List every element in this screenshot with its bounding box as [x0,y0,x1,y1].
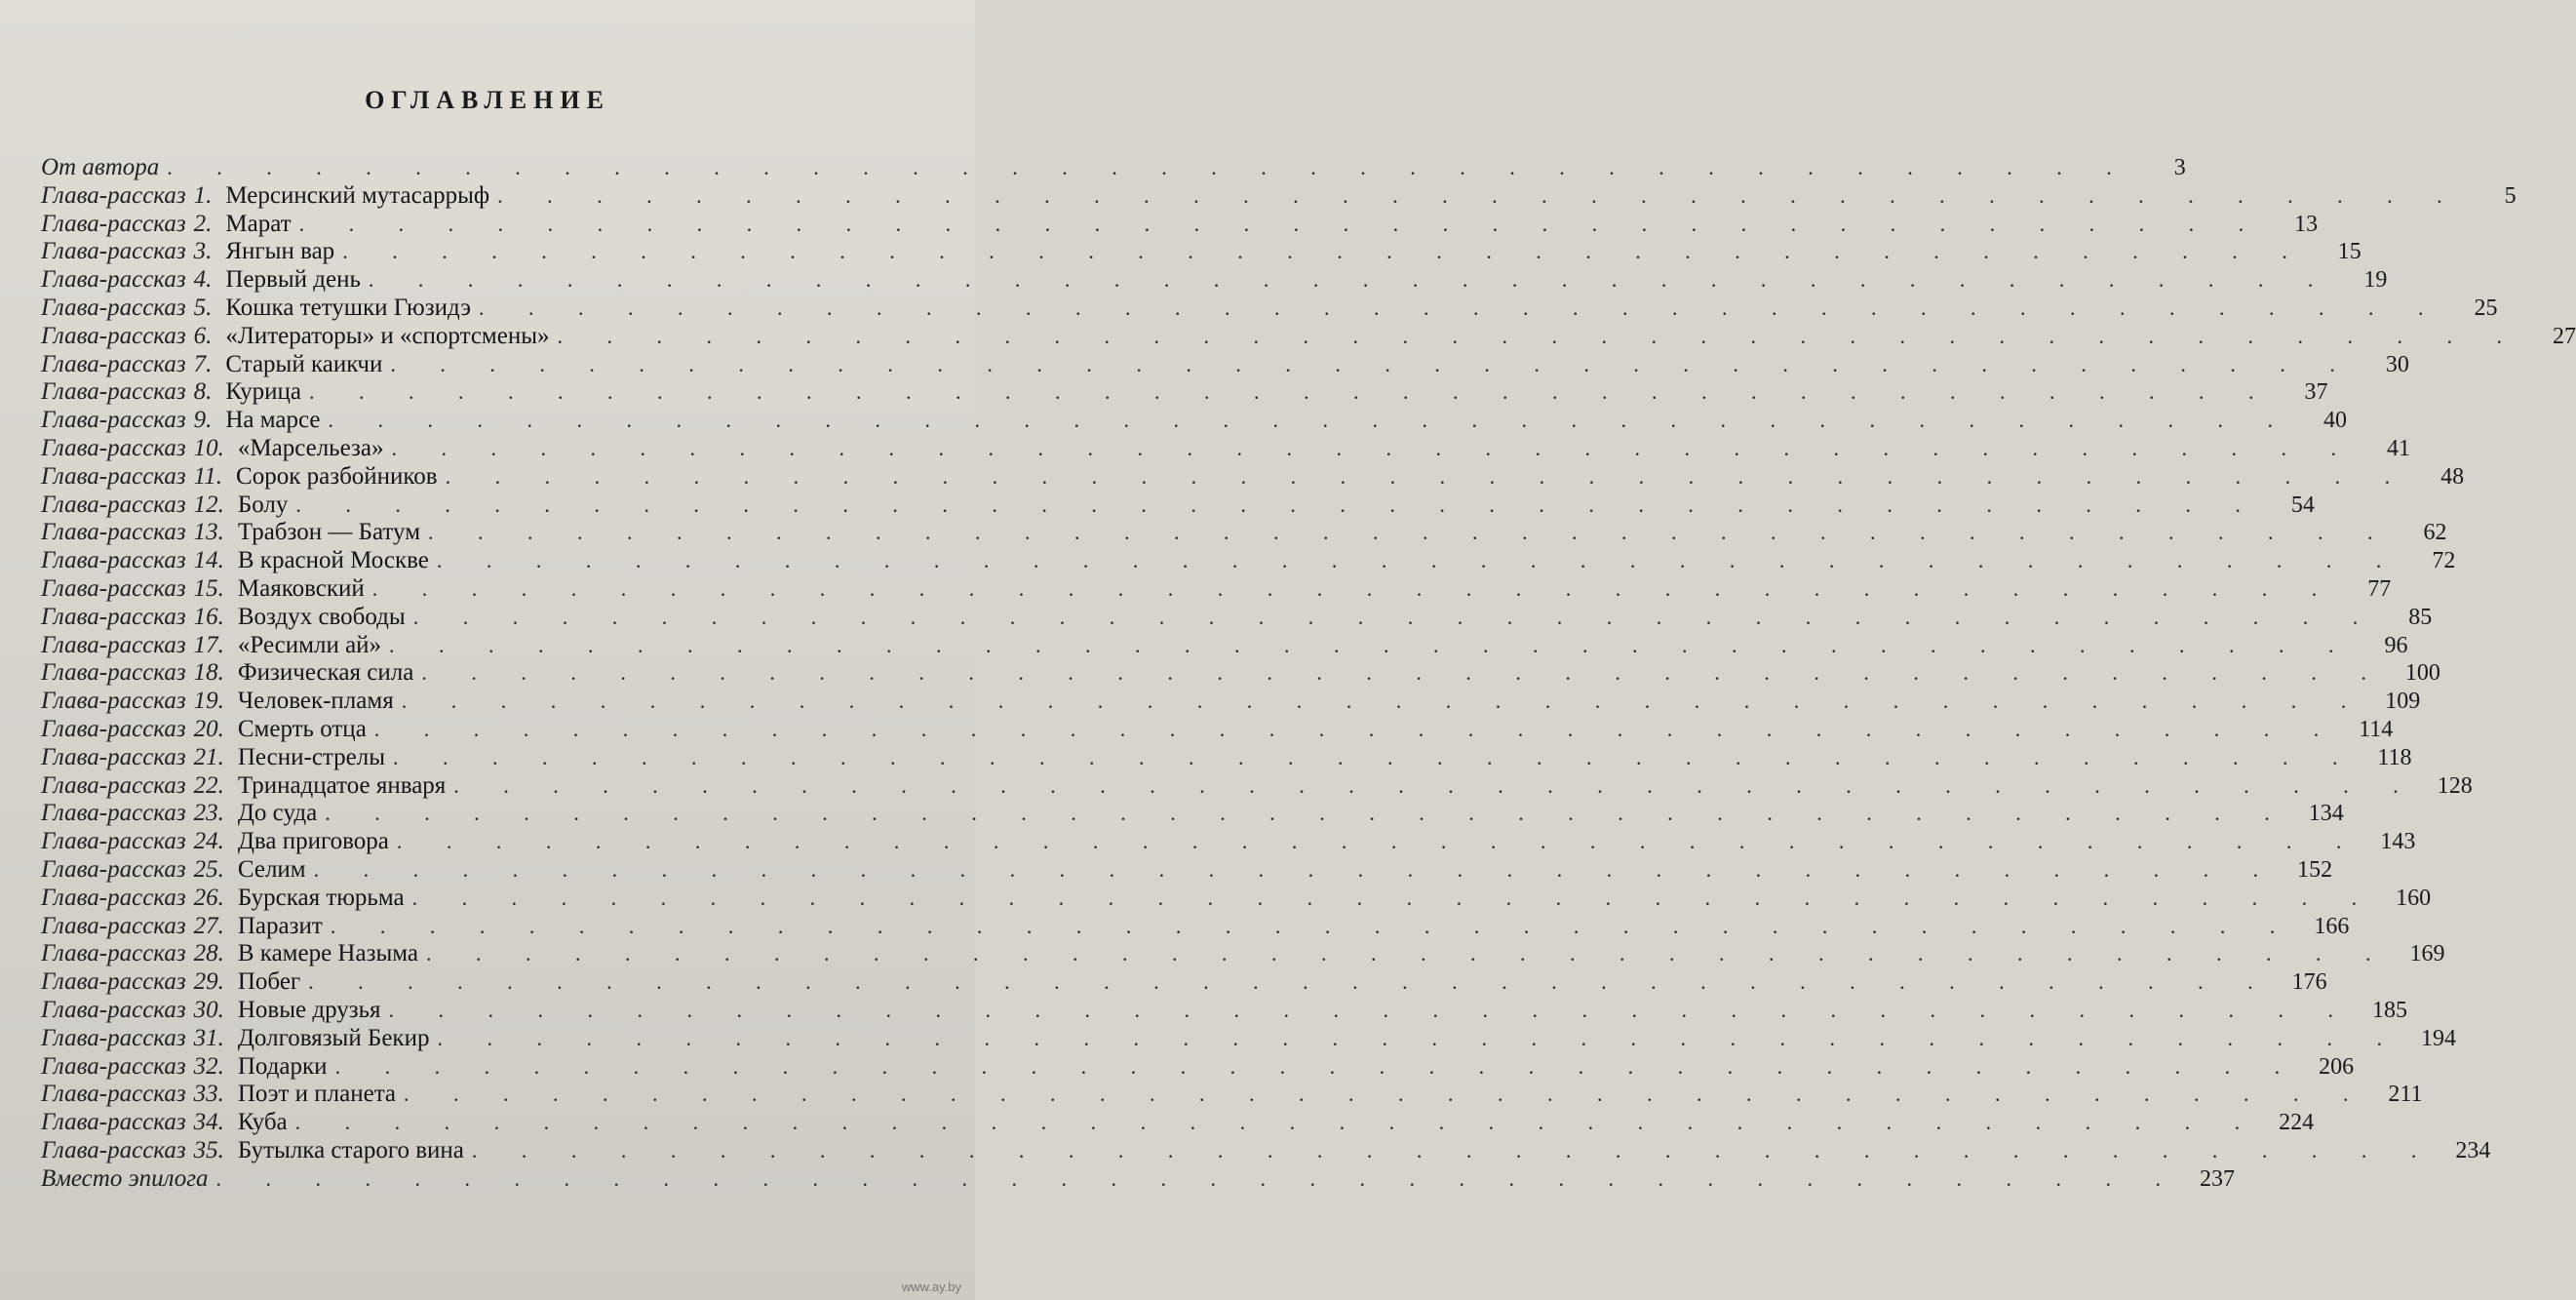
toc-row [41,210,2319,239]
toc-entry-prefix: Глава-рассказ [41,715,186,742]
toc-chapter-number: 32. [193,1052,224,1080]
toc-row [41,1052,2355,1082]
toc-leader-dots: . . . . . . . . . . . . . . . . . . . . . . . . . . . . . . . . . . . . . . . . [390,351,2355,376]
toc-row [41,434,2410,463]
toc-page-number: 109 [2385,689,2421,715]
toc-page-number: 37 [2304,379,2328,406]
toc-chapter-number: 13. [193,519,224,546]
toc-page-number: 134 [2308,801,2344,827]
toc-entry-prefix: Глава-рассказ [41,1136,186,1163]
toc-leader-dots: . . . . . . . . . . . . . . . . . . . . . . . . . . . . . . . . . . . . . . . . [401,689,2366,714]
toc-leader-dots: . . . . . . . . . . . . . . . . . . . . . . . . . . . . . . . . . . . . . . . . [330,913,2295,938]
toc-entry-prefix: Глава-рассказ [41,210,186,237]
toc-row [41,462,2465,492]
toc-leader-dots: . . . . . . . . . . . . . . . . . . . . . . . . . . . . . . . . . . . . . . . . [295,492,2260,517]
toc-chapter-number: 35. [193,1136,224,1163]
toc-page-number: 19 [2363,267,2388,294]
toc-chapter-title: Мерсинский мутасаррыф [225,181,490,209]
toc-page-number: 224 [2279,1110,2315,1136]
toc-row [41,1136,2491,1165]
toc-chapter-title: Кошка тетушки Гюзидэ [225,294,472,321]
toc-entry-prefix: Глава-рассказ [41,1109,186,1136]
toc-entry-prefix: Глава-рассказ [41,631,186,658]
toc-chapter-number: 20. [193,715,224,742]
toc-chapter-number: 2. [193,210,213,237]
toc-leader-dots: . . . . . . . . . . . . . . . . . . . . . . . . . . . . . . . . . . . . . . . . [421,660,2386,686]
toc-row [41,771,2473,801]
toc-row [41,266,2388,295]
toc-chapter-title: Марат [225,210,292,237]
toc-leader-dots: . . . . . . . . . . . . . . . . . . . . . . . . . . . . . . . . . . . . . . . . [334,1053,2300,1079]
toc-leader-dots: . . . . . . . . . . . . . . . . . . . . . . . . . . . . . . . . . . . . . . . . [167,155,2131,179]
toc-entry-prefix: Глава-рассказ [41,266,186,294]
toc-entry-prefix: Глава-рассказ [41,771,186,799]
toc-row [41,912,2350,941]
toc-chapter-title: В красной Москве [237,547,429,574]
toc-leader-dots: . . . . . . . . . . . . . . . . . . . . . . . . . . . . . . . . . . . . . . . . [412,604,2378,629]
toc-row [41,940,2445,968]
toc-row [41,547,2456,575]
toc-entry-prefix: Глава-рассказ [41,1081,186,1108]
toc-page-number: 143 [2380,829,2416,855]
toc-chapter-title: Янгын вар [225,238,335,265]
toc-leader-dots: . . . . . . . . . . . . . . . . . . . . . . . . . . . . . . . . . . . . . . . . [373,716,2339,741]
toc-leader-dots: . . . . . . . . . . . . . . . . . . . . . . . . . . . . . . . . . . . . . . . . [342,239,2307,264]
toc-chapter-number: 6. [193,322,213,349]
toc-entry-prefix: Глава-рассказ [41,181,186,209]
toc-chapter-number: 10. [193,434,224,461]
toc-row [41,294,2498,323]
toc-chapter-number: 19. [193,688,224,715]
toc-entry-prefix: Глава-рассказ [41,1024,186,1051]
toc-chapter-number: 14. [193,547,224,574]
toc-page-number: 41 [2386,435,2410,461]
toc-page-number: 54 [2290,492,2315,518]
toc-page-number: 25 [2474,295,2498,321]
table-of-contents [41,154,2576,1193]
toc-row [41,631,2408,660]
toc-row [41,238,2361,266]
toc-page-number: 166 [2314,913,2350,939]
toc-leader-dots: . . . . . . . . . . . . . . . . . . . . . . . . . . . . . . . . . . . . . . . . [313,856,2279,882]
toc-chapter-title: Тринадцатое января [237,771,447,799]
toc-leader-dots: . . . . . . . . . . . . . . . . . . . . . . . . . . . . . . . . . . . . . . . . [215,1165,2181,1191]
toc-row [41,884,2432,913]
toc-chapter-title: Старый каикчи [225,350,383,377]
toc-row [41,322,2576,351]
toc-leader-dots: . . . . . . . . . . . . . . . . . . . . . . . . . . . . . . . . . . . . . . . . [557,323,2522,348]
toc-page-number: 15 [2337,239,2361,265]
toc-leader-dots: . . . . . . . . . . . . . . . . . . . . . . . . . . . . . . . . . . . . . . . . [436,548,2401,573]
toc-page-number: 234 [2455,1137,2491,1163]
toc-page-number: 194 [2420,1025,2456,1051]
toc-row [41,1024,2456,1053]
toc-leader-dots: . . . . . . . . . . . . . . . . . . . . . . . . . . . . . . . . . . . . . . . . [479,295,2443,320]
toc-chapter-title: В камере Назыма [237,940,418,967]
toc-chapter-title: Селим [237,855,306,883]
toc-chapter-title: Бурская тюрьма [237,884,405,911]
toc-entry-prefix: Глава-рассказ [41,912,186,939]
page-title: ОГЛАВЛЕНИЕ [365,86,610,114]
toc-chapter-number: 22. [193,771,224,799]
toc-row [41,378,2328,407]
toc-chapter-number: 5. [193,294,213,321]
toc-leader-dots: . . . . . . . . . . . . . . . . . . . . . . . . . . . . . . . . . . . . . . . . [437,1025,2401,1050]
toc-page-number: 118 [2377,744,2412,770]
toc-chapter-number: 34. [193,1109,224,1136]
toc-leader-dots: . . . . . . . . . . . . . . . . . . . . . . . . . . . . . . . . . . . . . . . . [393,744,2358,769]
toc-entry-prefix: Вместо эпилога [41,1164,209,1192]
toc-entry-prefix: От автора [41,154,160,180]
toc-row [41,1164,2236,1194]
toc-chapter-number: 15. [193,574,224,602]
toc-page-number: 176 [2291,969,2327,996]
toc-row [41,181,2517,211]
toc-chapter-title: Поэт и планета [237,1081,397,1108]
toc-chapter-number: 30. [193,996,224,1023]
toc-leader-dots: . . . . . . . . . . . . . . . . . . . . . . . . . . . . . . . . . . . . . . . . [445,463,2410,489]
toc-page-number: 85 [2408,604,2433,630]
toc-chapter-title: Физическая сила [237,659,414,687]
toc-leader-dots: . . . . . . . . . . . . . . . . . . . . . . . . . . . . . . . . . . . . . . . . [309,379,2274,405]
toc-page-number: 48 [2440,463,2465,490]
toc-chapter-title: Паразит [237,912,323,939]
toc-row [41,800,2344,828]
toc-entry-prefix: Глава-рассказ [41,350,186,377]
toc-leader-dots: . . . . . . . . . . . . . . . . . . . . . . . . . . . . . . . . . . . . . . . . [391,435,2356,460]
toc-chapter-number: 18. [193,659,224,687]
toc-row [41,603,2433,632]
toc-entry-prefix: Глава-рассказ [41,688,186,715]
toc-page-number: 72 [2432,548,2456,574]
toc-chapter-title: Болу [237,491,289,518]
toc-chapter-number: 11. [193,462,223,490]
toc-page-number: 27 [2553,323,2576,349]
toc-chapter-number: 8. [193,378,213,406]
toc-page-number: 211 [2388,1082,2423,1108]
toc-chapter-title: «Марсельеза» [237,434,384,461]
toc-row [41,574,2392,604]
toc-row [41,996,2408,1025]
toc-entry-prefix: Глава-рассказ [41,968,186,996]
toc-leader-dots: . . . . . . . . . . . . . . . . . . . . . . . . . . . . . . . . . . . . . . . . [453,772,2418,798]
toc-entry-prefix: Глава-рассказ [41,743,186,770]
toc-row [41,1081,2423,1109]
toc-page-number: 237 [2200,1165,2236,1192]
toc-page-number: 169 [2409,941,2445,967]
toc-chapter-title: Бутылка старого вина [237,1136,464,1163]
toc-chapter-number: 4. [193,266,213,294]
toc-leader-dots: . . . . . . . . . . . . . . . . . . . . . . . . . . . . . . . . . . . . . . . . [396,829,2361,854]
toc-entry-prefix: Глава-рассказ [41,1052,186,1080]
toc-leader-dots: . . . . . . . . . . . . . . . . . . . . . . . . . . . . . . . . . . . . . . . . [389,632,2354,657]
toc-row [41,350,2409,379]
toc-chapter-title: Курица [225,378,302,406]
watermark: www.ay.by [901,1280,961,1294]
toc-chapter-title: Воздух свободы [237,603,406,630]
toc-chapter-number: 7. [193,350,213,377]
toc-page-number: 62 [2423,520,2447,546]
toc-page-number: 96 [2384,632,2408,658]
toc-chapter-title: Побег [237,968,301,996]
toc-entry-prefix: Глава-рассказ [41,519,186,546]
toc-leader-dots: . . . . . . . . . . . . . . . . . . . . . . . . . . . . . . . . . . . . . . . . [404,1082,2368,1107]
toc-leader-dots: . . . . . . . . . . . . . . . . . . . . . . . . . . . . . . . . . . . . . . . . [368,267,2333,293]
toc-chapter-number: 24. [193,828,224,855]
toc-chapter-title: Человек-пламя [237,688,394,715]
toc-entry-prefix: Глава-рассказ [41,491,186,518]
toc-entry-prefix: Глава-рассказ [41,828,186,855]
toc-chapter-number: 12. [193,491,224,518]
toc-chapter-title: На марсе [225,407,321,434]
toc-entry-prefix: Глава-рассказ [41,547,186,574]
toc-row [41,715,2394,744]
toc-page-number: 128 [2437,772,2473,799]
toc-entry-prefix: Глава-рассказ [41,407,186,434]
toc-chapter-number: 1. [193,181,213,209]
toc-page-number: 206 [2319,1053,2355,1080]
toc-entry-prefix: Глава-рассказ [41,462,186,490]
toc-entry-prefix: Глава-рассказ [41,884,186,911]
toc-entry-prefix: Глава-рассказ [41,574,186,602]
toc-entry-prefix: Глава-рассказ [41,855,186,883]
toc-leader-dots: . . . . . . . . . . . . . . . . . . . . . . . . . . . . . . . . . . . . . . . . [428,520,2393,545]
toc-leader-dots: . . . . . . . . . . . . . . . . . . . . . . . . . . . . . . . . . . . . . . . . [308,969,2273,995]
toc-leader-dots: . . . . . . . . . . . . . . . . . . . . . . . . . . . . . . . . . . . . . . . . [298,211,2264,236]
toc-entry-prefix: Глава-рассказ [41,603,186,630]
toc-chapter-title: Маяковский [237,574,365,602]
toc-chapter-title: Долговязый Бекир [237,1024,430,1051]
toc-chapter-number: 26. [193,884,224,911]
toc-page-number: 152 [2297,856,2333,883]
toc-leader-dots: . . . . . . . . . . . . . . . . . . . . . . . . . . . . . . . . . . . . . . . . [471,1137,2437,1162]
toc-entry-prefix: Глава-рассказ [41,800,186,827]
toc-row [41,743,2412,772]
toc-page-number: 3 [2173,155,2186,180]
toc-chapter-title: Первый день [225,266,361,294]
toc-chapter-title: Сорок разбойников [236,462,438,490]
toc-chapter-title: Подарки [237,1052,328,1080]
toc-page-number: 185 [2372,997,2408,1023]
toc-row [41,491,2315,520]
toc-chapter-number: 21. [193,743,224,770]
toc-page-number: 40 [2323,408,2348,434]
toc-chapter-number: 16. [193,603,224,630]
toc-chapter-number: 9. [193,407,213,434]
toc-row [41,519,2447,547]
toc-chapter-title: До суда [237,800,318,827]
toc-chapter-number: 29. [193,968,224,996]
toc-chapter-number: 33. [193,1081,224,1108]
toc-chapter-title: Смерть отца [237,715,367,742]
toc-leader-dots: . . . . . . . . . . . . . . . . . . . . . . . . . . . . . . . . . . . . . . . . [388,997,2354,1022]
toc-row [41,659,2440,688]
toc-entry-prefix: Глава-рассказ [41,238,186,265]
toc-leader-dots: . . . . . . . . . . . . . . . . . . . . . . . . . . . . . . . . . . . . . . . . [294,1110,2260,1135]
toc-entry-prefix: Глава-рассказ [41,378,186,406]
toc-page-number: 160 [2396,885,2432,911]
toc-row [41,154,2186,182]
toc-leader-dots: . . . . . . . . . . . . . . . . . . . . . . . . . . . . . . . . . . . . . . . . [328,408,2293,433]
toc-entry-prefix: Глава-рассказ [41,434,186,461]
toc-row [41,407,2348,435]
toc-page-number: 30 [2385,351,2409,377]
toc-leader-dots: . . . . . . . . . . . . . . . . . . . . . . . . . . . . . . . . . . . . . . . . [497,182,2462,208]
toc-entry-prefix: Глава-рассказ [41,940,186,967]
toc-chapter-title: Песни-стрелы [237,743,386,770]
toc-chapter-title: Куба [237,1109,288,1136]
toc-page-number: 5 [2504,182,2517,209]
toc-entry-prefix: Глава-рассказ [41,659,186,687]
toc-chapter-title: Два приговора [237,828,389,855]
toc-row [41,1109,2315,1137]
toc-leader-dots: . . . . . . . . . . . . . . . . . . . . . . . . . . . . . . . . . . . . . . . . [411,885,2377,910]
toc-chapter-title: Трабзон — Батум [237,519,421,546]
toc-row [41,968,2327,997]
toc-entry-prefix: Глава-рассказ [41,294,186,321]
toc-chapter-number: 17. [193,631,224,658]
toc-page-number: 114 [2359,716,2394,742]
toc-chapter-title: «Ресимли ай» [237,631,382,658]
toc-chapter-number: 25. [193,855,224,883]
toc-page-number: 77 [2367,575,2392,602]
toc-row [41,855,2333,885]
toc-entry-prefix: Глава-рассказ [41,322,186,349]
toc-page-number: 100 [2404,660,2440,687]
toc-chapter-title: «Литераторы» и «спортсмены» [225,322,550,349]
toc-row [41,828,2416,856]
toc-leader-dots: . . . . . . . . . . . . . . . . . . . . . . . . . . . . . . . . . . . . . . . . [371,575,2337,601]
toc-leader-dots: . . . . . . . . . . . . . . . . . . . . . . . . . . . . . . . . . . . . . . . . [325,801,2289,826]
toc-chapter-title: Новые друзья [237,996,381,1023]
toc-entry-prefix: Глава-рассказ [41,996,186,1023]
toc-chapter-number: 28. [193,940,224,967]
toc-leader-dots: . . . . . . . . . . . . . . . . . . . . . . . . . . . . . . . . . . . . . . . . [426,941,2391,966]
toc-chapter-number: 23. [193,800,224,827]
toc-chapter-number: 31. [193,1024,224,1051]
toc-chapter-number: 27. [193,912,224,939]
toc-row [41,688,2421,716]
toc-page-number: 13 [2294,211,2319,237]
toc-chapter-number: 3. [193,238,213,265]
